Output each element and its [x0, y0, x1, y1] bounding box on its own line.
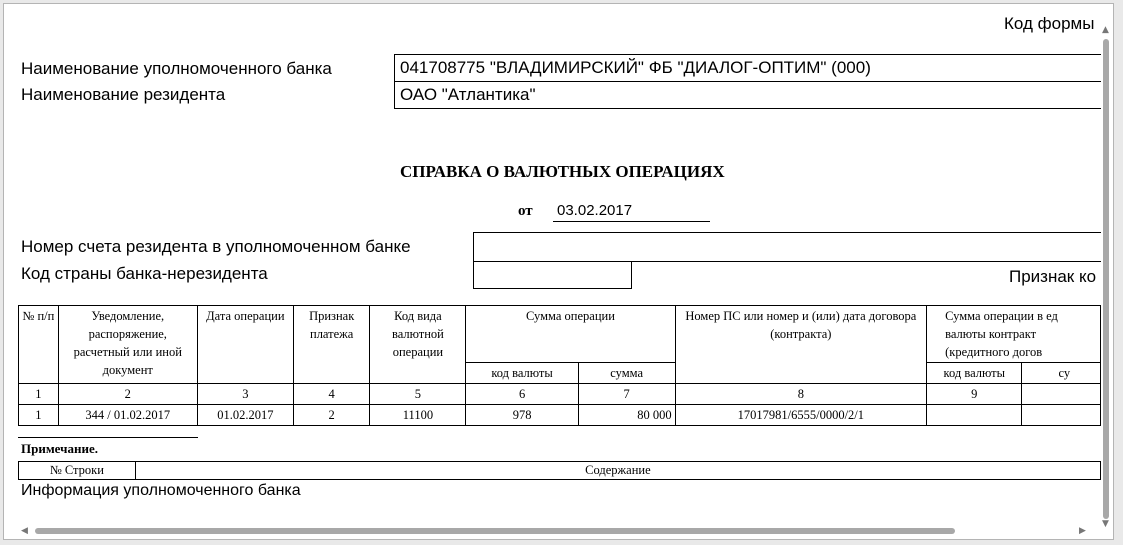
sign-label: Признак ко	[1009, 267, 1097, 286]
header-op-code: Код вида валютной операции	[370, 306, 466, 384]
scroll-down-icon[interactable]: ▼	[1102, 519, 1109, 529]
header-ps-number: Номер ПС или номер и (или) дата договора (контракта)	[675, 306, 927, 384]
scroll-left-icon[interactable]: ◀	[21, 526, 28, 536]
header-payment-sign: Признак платежа	[293, 306, 370, 384]
header-date: Дата операции	[197, 306, 293, 384]
cell-date: 01.02.2017	[197, 405, 293, 426]
document-title: СПРАВКА О ВАЛЮТНЫХ ОПЕРАЦИЯХ	[400, 162, 725, 181]
cell-sum: 80 000	[578, 405, 675, 426]
notes-col-row: № Строки	[19, 462, 136, 480]
resident-field[interactable]	[394, 81, 1101, 109]
cell-contract-currency	[927, 405, 1022, 426]
header-sum: сумма	[578, 363, 675, 384]
form-code-label: Код формы	[1004, 14, 1095, 33]
colnum-cell: 8	[675, 384, 927, 405]
colnum-cell: 3	[197, 384, 293, 405]
notes-col-content: Содержание	[135, 462, 1100, 480]
vertical-scroll-thumb[interactable]	[1103, 39, 1109, 519]
header-notice: Уведомление, распоряжение, расчетный или иной документ	[58, 306, 197, 384]
header-num: № п/п	[19, 306, 59, 384]
table-row[interactable]	[19, 405, 1101, 426]
document-frame	[3, 3, 1114, 540]
document-viewport	[4, 4, 1101, 526]
scroll-up-icon[interactable]: ▲	[1102, 25, 1109, 35]
bank-field[interactable]	[394, 54, 1101, 82]
cell-ps-number: 17017981/6555/0000/2/1	[675, 405, 927, 426]
header-row	[19, 306, 1101, 363]
notes-header-row	[19, 462, 1101, 480]
date-prefix: от	[518, 203, 533, 219]
cell-currency-code: 978	[466, 405, 578, 426]
colnum-cell: 7	[578, 384, 675, 405]
account-label: Номер счета резидента в уполномоченном банке	[21, 237, 411, 256]
horizontal-scroll-thumb[interactable]	[35, 528, 955, 534]
horizontal-scrollbar[interactable]	[21, 526, 1101, 536]
resident-label: Наименование резидента	[21, 85, 226, 104]
header-contract-sum: Сумма операции в ед валюты контракт (кредитного догов	[927, 306, 1101, 363]
header-contract-sum-short: су	[1022, 363, 1101, 384]
colnum-cell: 6	[466, 384, 578, 405]
date-field[interactable]	[553, 200, 710, 222]
notes-table	[18, 461, 1101, 480]
account-field[interactable]	[473, 232, 1101, 262]
cell-num: 1	[19, 405, 59, 426]
colnum-cell	[1022, 384, 1101, 405]
country-label: Код страны банка-нерезидента	[21, 264, 268, 283]
header-op-sum: Сумма операции	[466, 306, 675, 363]
cell-op-code: 11100	[370, 405, 466, 426]
colnum-cell: 2	[58, 384, 197, 405]
bank-info-label: Информация уполномоченного банка	[21, 482, 301, 499]
cell-contract-sum	[1022, 405, 1101, 426]
header-currency-code: код валюты	[466, 363, 578, 384]
colnum-cell: 9	[927, 384, 1022, 405]
note-label: Примечание.	[21, 441, 98, 456]
date-value: 03.02.2017	[557, 202, 633, 219]
column-numbers-row	[19, 384, 1101, 405]
bank-label: Наименование уполномоченного банка	[21, 59, 332, 78]
header-contract-currency-code: код валюты	[927, 363, 1022, 384]
colnum-cell: 5	[370, 384, 466, 405]
vertical-scrollbar[interactable]	[1101, 21, 1111, 529]
note-divider	[18, 437, 198, 438]
scroll-right-icon[interactable]: ▶	[1079, 526, 1086, 536]
bank-value: 041708775 "ВЛАДИМИРСКИЙ" ФБ "ДИАЛОГ-ОПТИМ" (000)	[400, 58, 871, 77]
country-field[interactable]	[473, 261, 632, 289]
cell-payment-sign: 2	[293, 405, 370, 426]
operations-table	[18, 305, 1101, 426]
colnum-cell: 4	[293, 384, 370, 405]
resident-value: ОАО "Атлантика"	[400, 85, 536, 104]
cell-notice: 344 / 01.02.2017	[58, 405, 197, 426]
colnum-cell: 1	[19, 384, 59, 405]
